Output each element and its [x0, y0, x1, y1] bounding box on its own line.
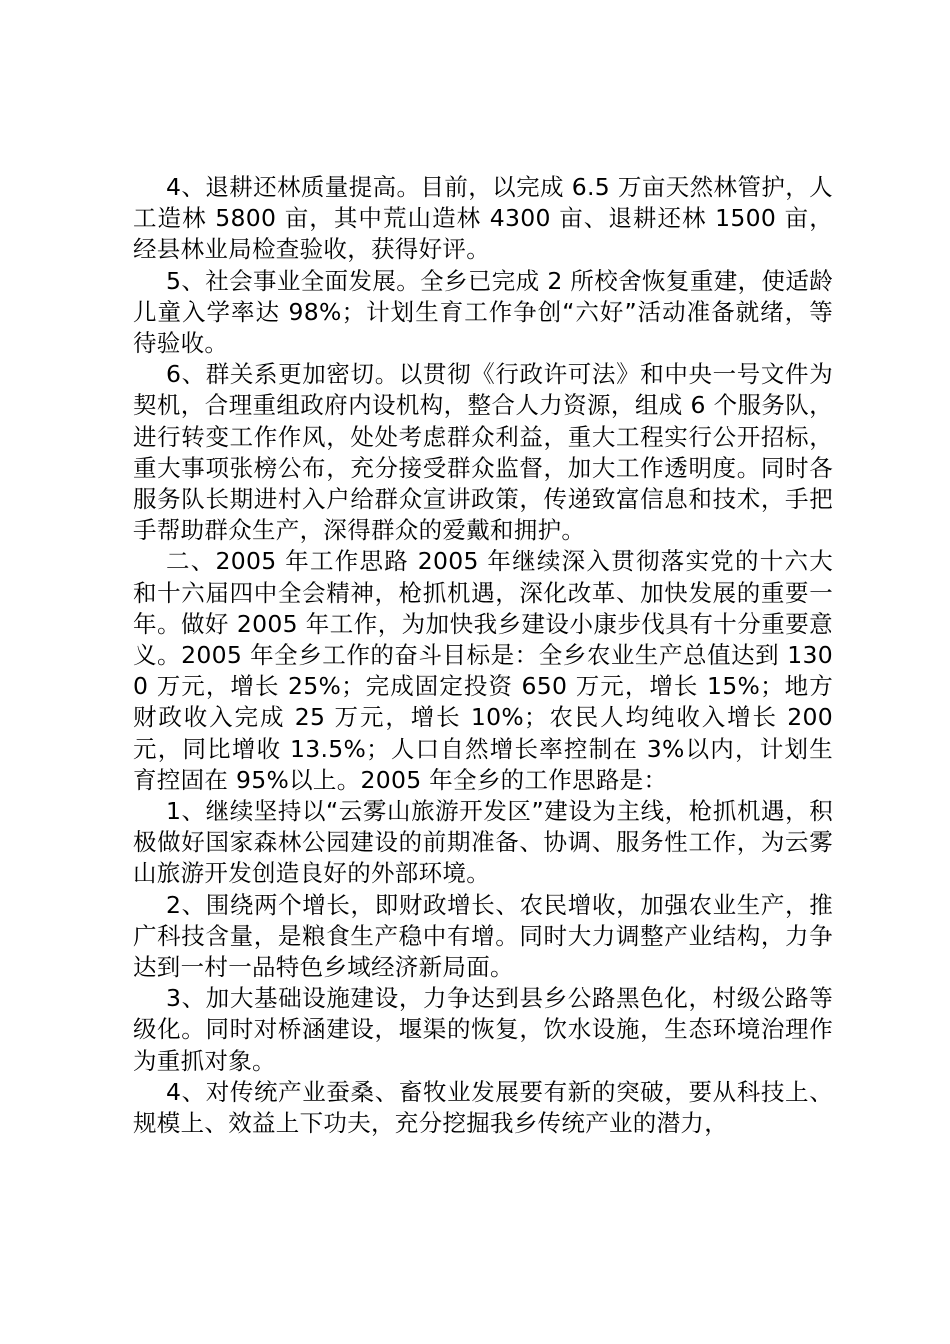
paragraph-traditional-industry: 4、对传统产业蚕桑、畜牧业发展要有新的突破，要从科技上、规模上、效益上下功夫，充分挖掘我乡传统产业的潜力，: [133, 1077, 833, 1138]
paragraph-forest-quality: 4、退耕还林质量提高。目前，以完成 6.5 万亩天然林管护，人工造林 5800 亩，其中荒山造林 4300 亩、退耕还林 1500 亩，经县林业局检查验收，获得好评。: [133, 173, 833, 264]
paragraph-2005-work-plan: 二、2005 年工作思路 2005 年继续深入贯彻落实党的十六大和十六届四中全会精神，枪抓机遇，深化改革、加快发展的重要一年。做好 2005 年工作，为加快我乡建设小康步伐具有十分重要意义。2005 年全乡工作的奋斗目标是：全乡农业生产总值达到 1300 万元，增长 25%；完成固定投资 650 万元，增长 15%；地方财政收入完成 25 万元，增长 10%；农民人均纯收入增长 200 元，同比增收 13.5%；人口自然增长率控制在 3%以内，计划生育控固在 95%以上。2005 年全乡的工作思路是：: [133, 547, 833, 794]
paragraph-public-relations: 6、群关系更加密切。以贯彻《行政许可法》和中央一号文件为契机，合理重组政府内设机构，整合人力资源，组成 6 个服务队，进行转变工作作风，处处考虑群众利益，重大工程实行公开招标，重大事项张榜公布，充分接受群众监督，加大工作透明度。同时各服务队长期进村入户给群众宣讲政策，传递致富信息和技术，手把手帮助群众生产，深得群众的爱戴和拥护。: [133, 360, 833, 545]
paragraph-infrastructure: 3、加大基础设施建设，力争达到县乡公路黑色化，村级公路等级化。同时对桥涵建设，堰渠的恢复，饮水设施，生态环境治理作为重抓对象。: [133, 984, 833, 1075]
document-body: [133, 172, 833, 1139]
paragraph-tourism-development: 1、继续坚持以“云雾山旅游开发区”建设为主线，枪抓机遇，积极做好国家森林公园建设的前期准备、协调、服务性工作，为云雾山旅游开发创造良好的外部环境。: [133, 797, 833, 888]
paragraph-two-growths: 2、围绕两个增长，即财政增长、农民增收，加强农业生产，推广科技含量，是粮食生产稳中有增。同时大力调整产业结构，力争达到一村一品特色乡域经济新局面。: [133, 890, 833, 982]
paragraph-social-development: 5、社会事业全面发展。全乡已完成 2 所校舍恢复重建，使适龄儿童入学率达 98%；计划生育工作争创“六好”活动准备就绪，等待验收。: [133, 266, 833, 358]
